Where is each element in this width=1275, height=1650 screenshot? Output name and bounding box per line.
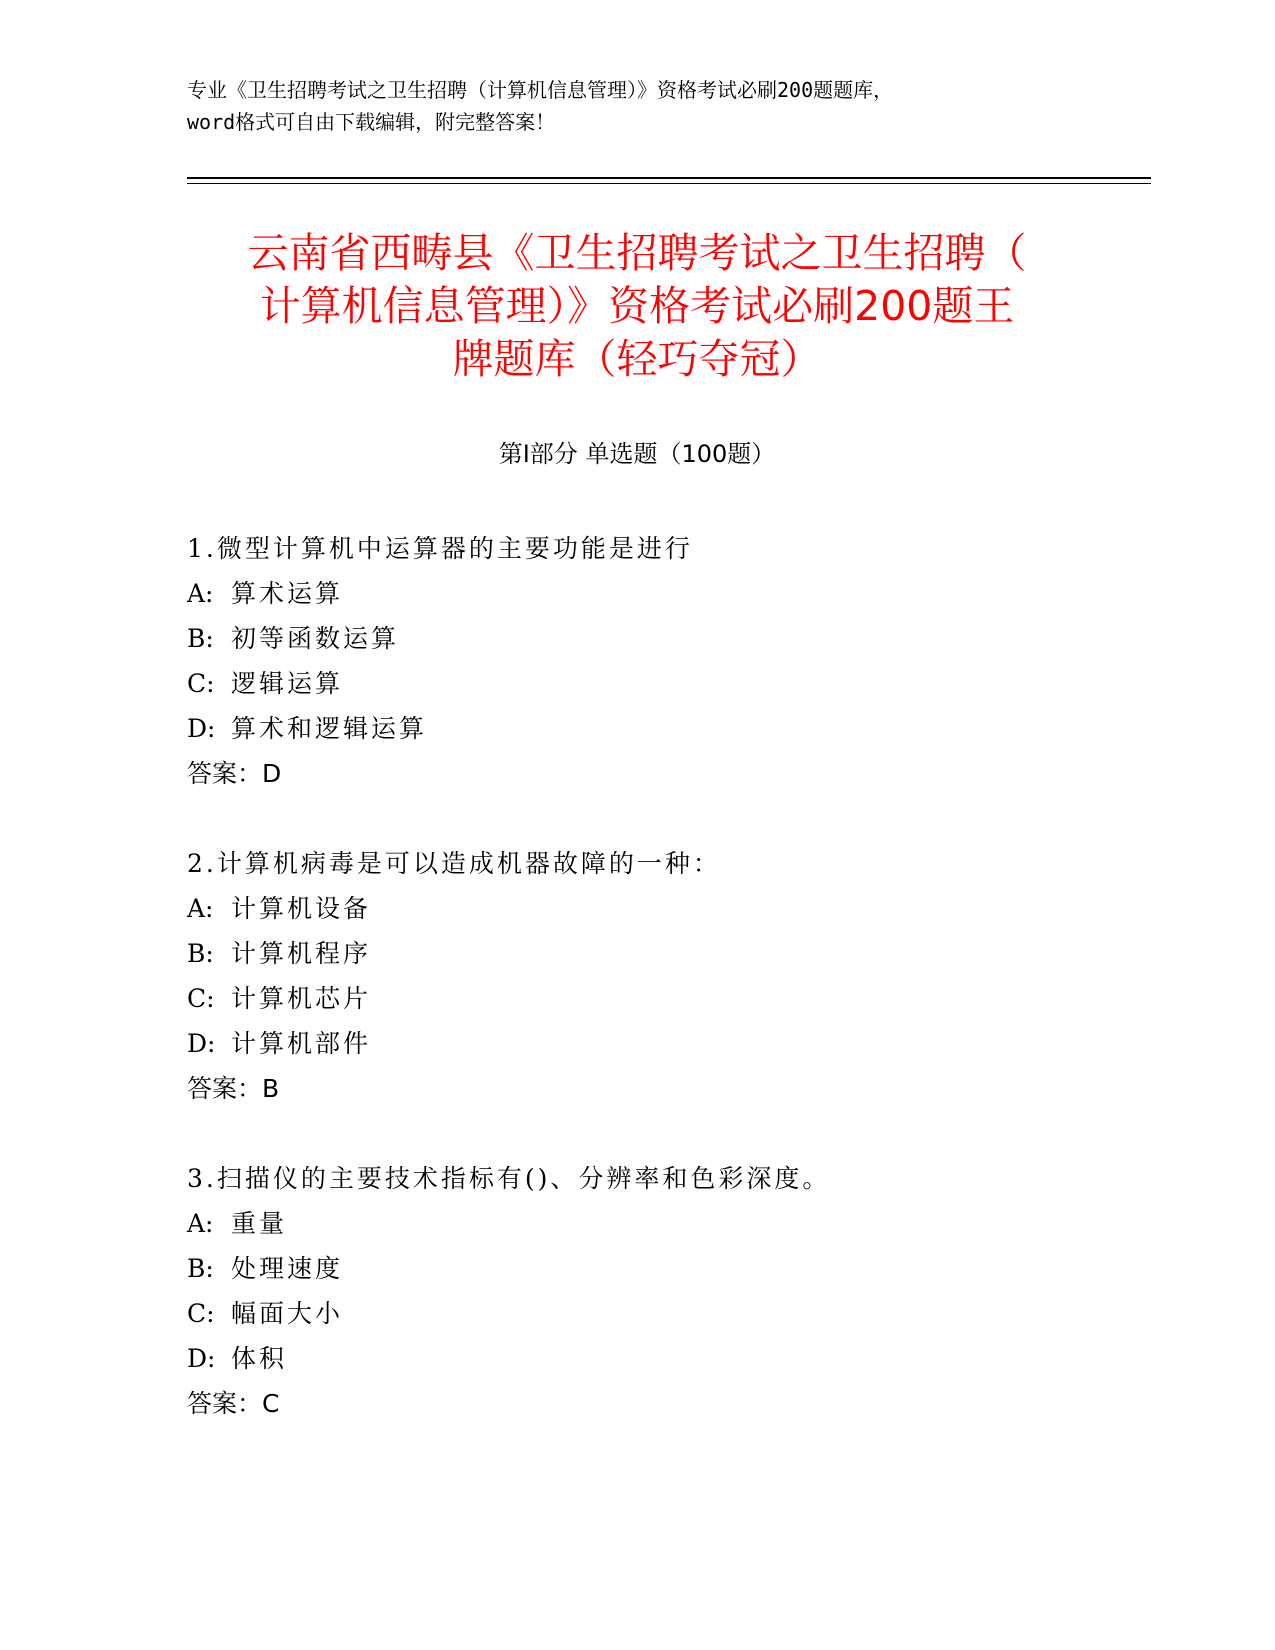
option-letter: A: [187, 1209, 214, 1238]
question-2 [187, 841, 1147, 1111]
option-text: 计算机程序 [231, 939, 372, 968]
option-text: 算术和逻辑运算 [231, 714, 428, 743]
option-text: 计算机设备 [231, 894, 372, 923]
option-c [187, 976, 1147, 1021]
document-title-line-1: 云南省西畴县《卫生招聘考试之卫生招聘（ [247, 229, 1027, 277]
option-letter: A: [187, 579, 214, 608]
section-heading: 第Ⅰ部分 单选题（100题） [498, 440, 776, 468]
question-1 [187, 526, 1147, 796]
option-text: 幅面大小 [231, 1299, 344, 1328]
answer-line: 答案：B [187, 1074, 280, 1103]
option-text: 计算机芯片 [231, 984, 372, 1013]
header-note-line-2: word格式可自由下载编辑，附完整答案！ [187, 110, 556, 134]
option-text: 重量 [231, 1209, 288, 1238]
option-letter: C: [187, 1299, 215, 1328]
option-letter: C: [187, 984, 215, 1013]
option-letter: B: [187, 1254, 214, 1283]
option-text: 初等函数运算 [231, 624, 400, 653]
option-text: 体积 [231, 1344, 288, 1373]
question-list [187, 526, 1147, 1471]
question-3 [187, 1156, 1147, 1426]
option-letter: A: [187, 894, 214, 923]
document-title-line-3: 牌题库（轻巧夺冠） [452, 335, 822, 383]
option-b [187, 616, 1147, 661]
option-c [187, 1291, 1147, 1336]
option-letter: D: [187, 1344, 216, 1373]
document-title-line-2: 计算机信息管理）》资格考试必刷200题王 [259, 282, 1015, 330]
question-stem: 1.微型计算机中运算器的主要功能是进行 [187, 534, 693, 563]
header-divider-thin [187, 183, 1151, 184]
option-d [187, 706, 1147, 751]
answer-line: 答案：D [187, 759, 282, 788]
option-a [187, 571, 1147, 616]
option-d [187, 1336, 1147, 1381]
option-c [187, 661, 1147, 706]
option-d [187, 1021, 1147, 1066]
option-letter: C: [187, 669, 215, 698]
answer-line: 答案：C [187, 1389, 280, 1418]
option-a [187, 1201, 1147, 1246]
option-letter: B: [187, 624, 214, 653]
option-letter: D: [187, 714, 216, 743]
document-title [187, 227, 1087, 386]
option-text: 计算机部件 [231, 1029, 372, 1058]
option-a [187, 886, 1147, 931]
header-note-line-1: 专业《卫生招聘考试之卫生招聘（计算机信息管理）》资格考试必刷200题题库， [187, 78, 894, 102]
header-divider-thick [187, 177, 1151, 179]
header-note [187, 74, 1087, 138]
option-letter: B: [187, 939, 214, 968]
question-stem: 3.扫描仪的主要技术指标有()、分辨率和色彩深度。 [187, 1164, 831, 1193]
option-text: 算术运算 [231, 579, 344, 608]
question-stem: 2.计算机病毒是可以造成机器故障的一种： [187, 849, 721, 878]
option-text: 处理速度 [231, 1254, 344, 1283]
option-b [187, 1246, 1147, 1291]
option-b [187, 931, 1147, 976]
option-letter: D: [187, 1029, 216, 1058]
option-text: 逻辑运算 [231, 669, 344, 698]
